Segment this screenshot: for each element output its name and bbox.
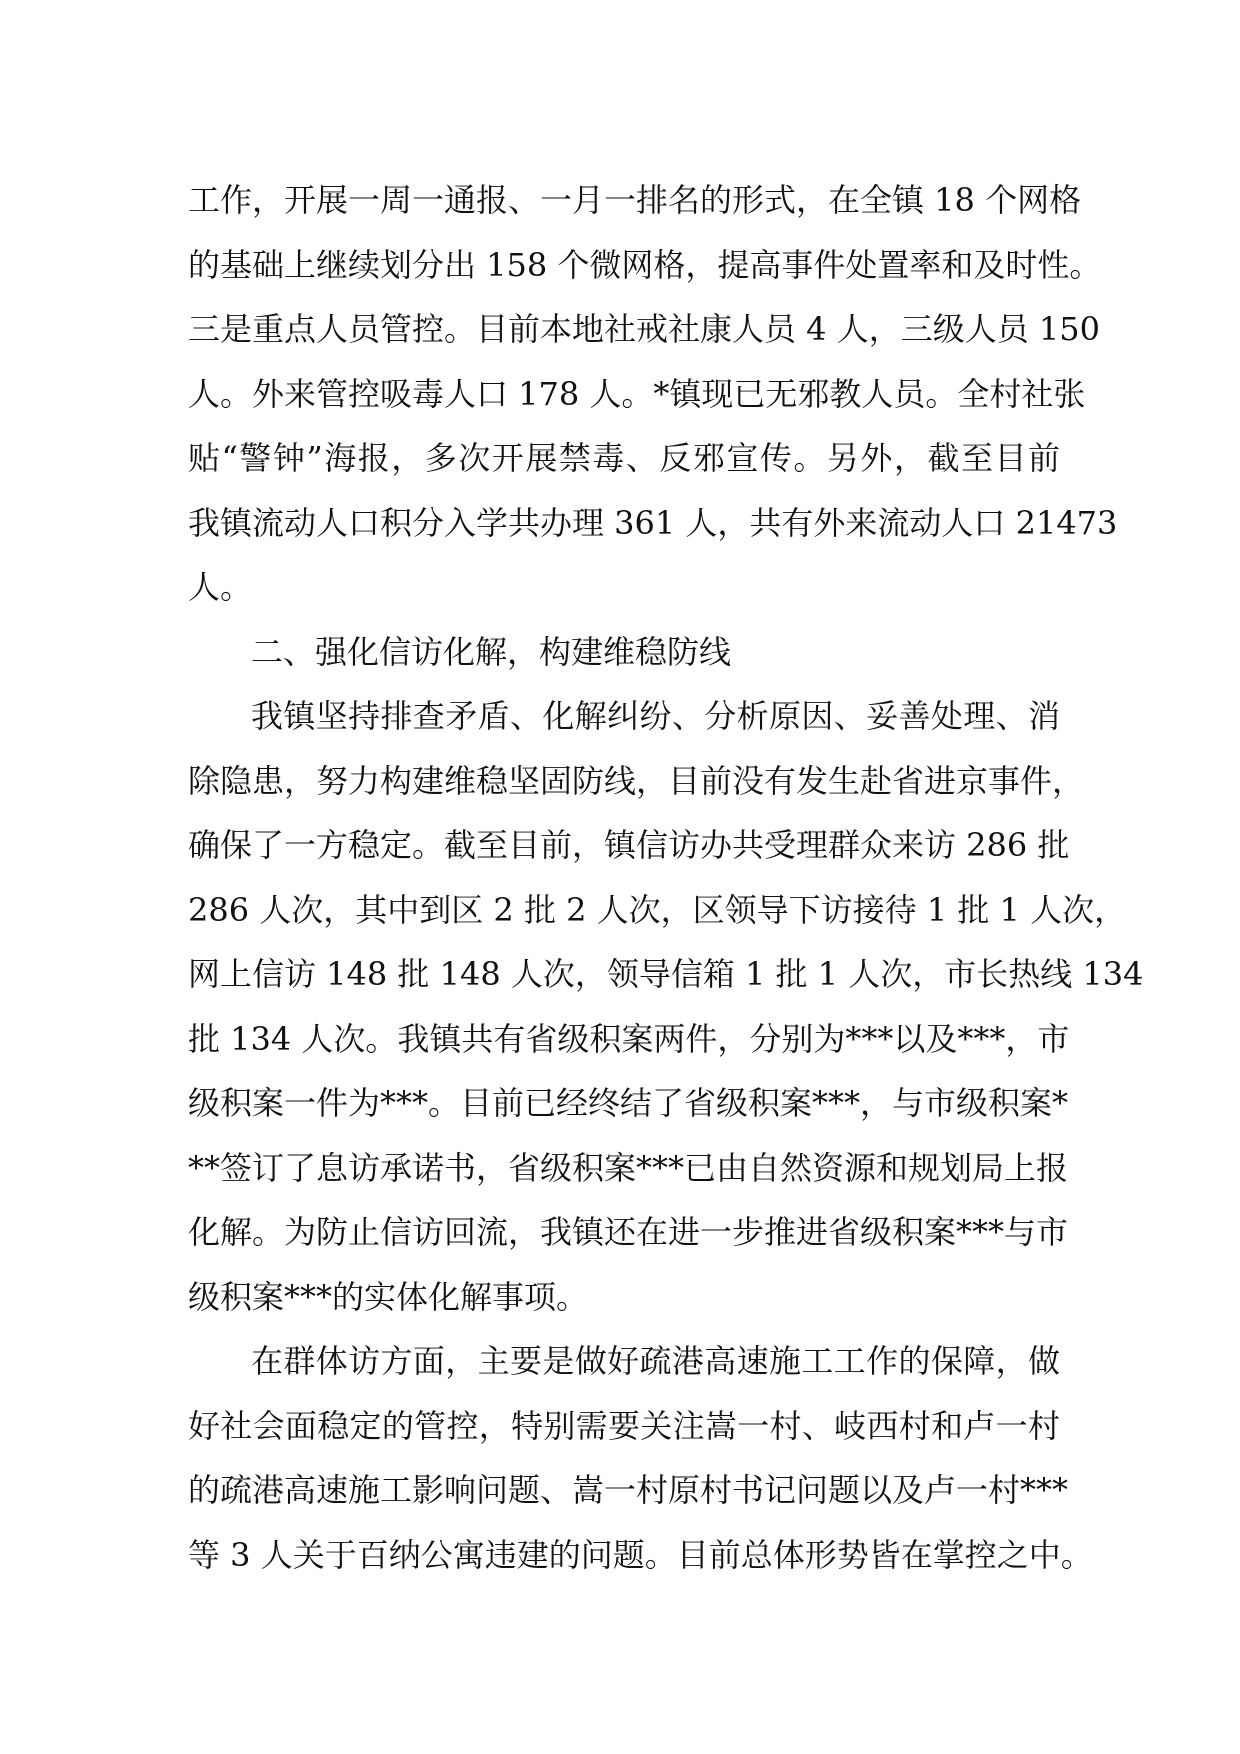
- text-line: 等 3 人关于百纳公寓违建的问题。目前总体形势皆在掌控之中。: [188, 1535, 1093, 1574]
- text-line: 的基础上继续划分出 158 个微网格，提高事件处置率和及时性。: [188, 245, 1102, 284]
- text-line: 三是重点人员管控。目前本地社戒社康人员 4 人，三级人员 150: [188, 310, 1100, 348]
- text-line: 我镇坚持排查矛盾、化解纠纷、分析原因、妥善处理、消: [251, 697, 1060, 735]
- text-line: 化解。为防止信访回流，我镇还在进一步推进省级积案***与市: [188, 1213, 1069, 1251]
- text-line: 级积案一件为***。目前已经终结了省级积案***，与市级积案*: [188, 1084, 1069, 1122]
- text-line: 批 134 人次。我镇共有省级积案两件，分别为***以及***，市: [188, 1019, 1070, 1058]
- text-line: **签订了息访承诺书，省级积案***已由自然资源和规划局上报: [188, 1148, 1069, 1187]
- text-line: 在群体访方面，主要是做好疏港高速施工工作的保障，做: [251, 1342, 1060, 1380]
- document-body: [188, 168, 1144, 1587]
- text-line: 我镇流动人口积分入学共办理 361 人，共有外来流动人口 21473: [188, 503, 1118, 542]
- text-line: 工作，开展一周一通报、一月一排名的形式，在全镇 18 个网格: [188, 181, 1082, 219]
- text-line: 人。: [188, 568, 253, 606]
- text-line: 确保了一方稳定。截至目前，镇信访办共受理群众来访 286 批: [188, 826, 1070, 864]
- text-line: 好社会面稳定的管控，特别需要关注嵩一村、岐西村和卢一村: [188, 1406, 1060, 1445]
- text-line: 除隐患，努力构建维稳坚固防线，目前没有发生赴省进京事件，: [188, 761, 1085, 800]
- text-line: 286 人次，其中到区 2 批 2 人次，区领导下访接待 1 批 1 人次，: [188, 890, 1127, 929]
- text-line: 的疏港高速施工影响问题、嵩一村原村书记问题以及卢一村***: [188, 1471, 1069, 1509]
- text-line: 贴“警钟”海报，多次开展禁毒、反邪宣传。另外，截至目前: [188, 439, 1060, 477]
- text-line: 网上信访 148 批 148 人次，领导信箱 1 批 1 人次，市长热线 134: [188, 955, 1144, 993]
- text-line: 级积案***的实体化解事项。: [188, 1277, 589, 1316]
- text-line: 人。外来管控吸毒人口 178 人。*镇现已无邪教人员。全村社张: [188, 374, 1086, 413]
- section-heading: 二、强化信访化解，构建维稳防线: [251, 632, 732, 671]
